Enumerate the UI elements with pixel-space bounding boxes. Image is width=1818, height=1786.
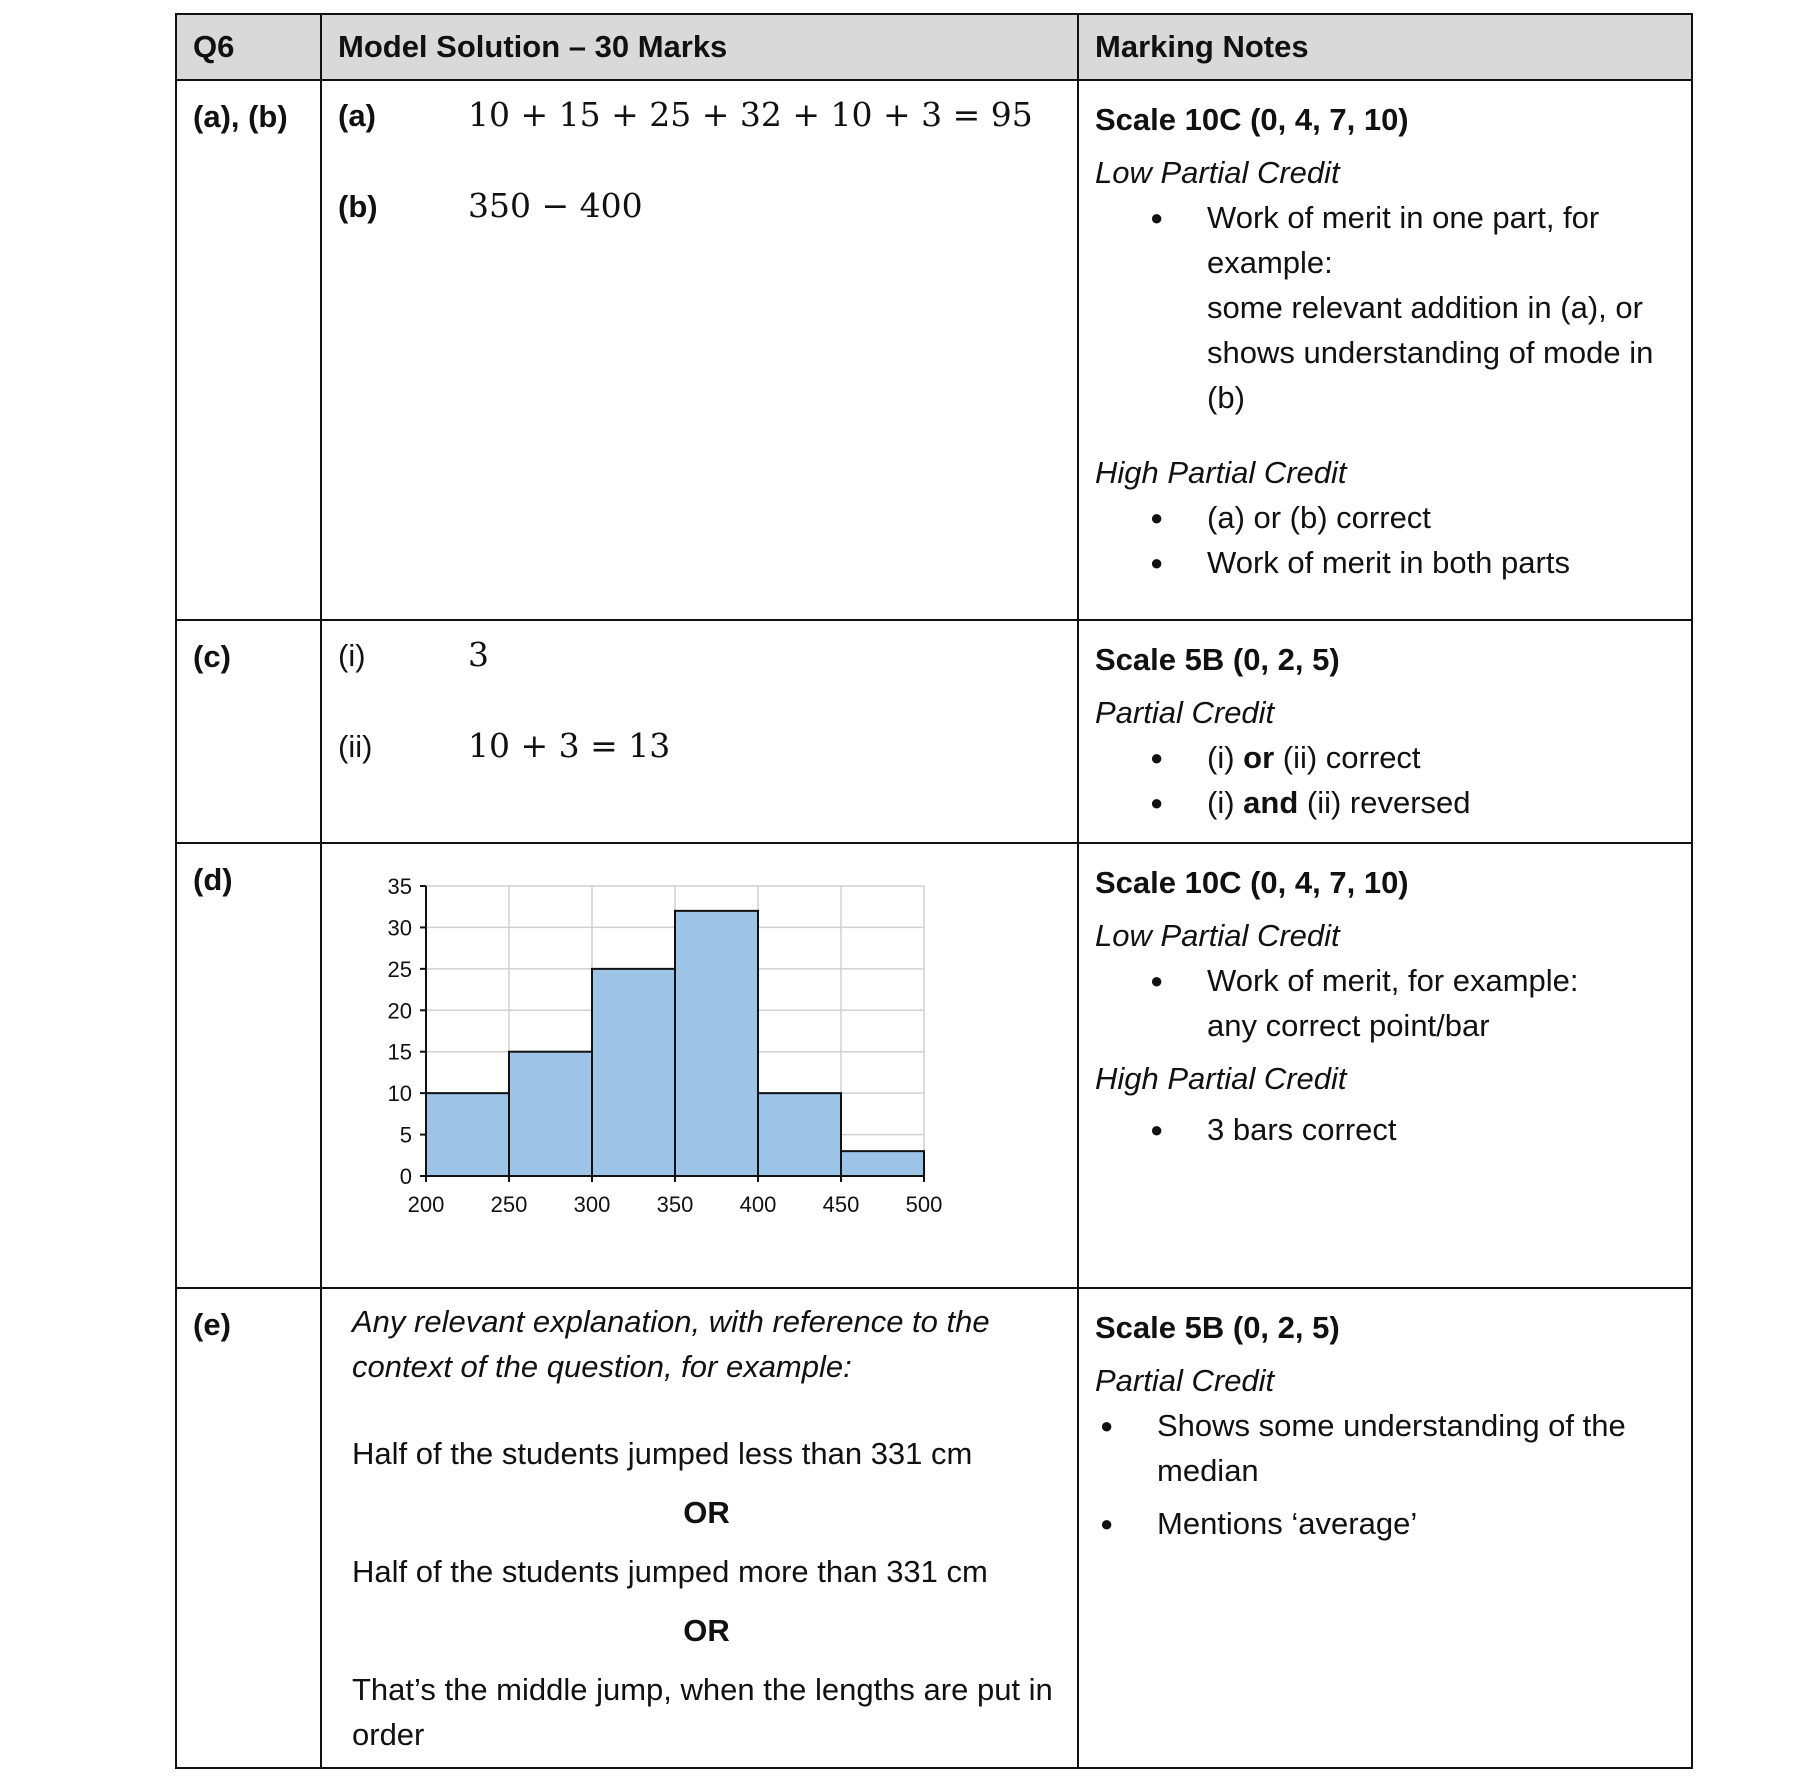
scale-d: Scale 10C (0, 4, 7, 10): [1095, 865, 1409, 900]
solution-a-label: (a): [338, 98, 376, 133]
high-credit-ab-item-1: ● (a) or (b) correct: [1095, 495, 1675, 540]
low-credit-d: Low Partial Credit: [1095, 918, 1340, 953]
notes-d: [1079, 844, 1691, 1152]
partial-credit-c-item-1: ● (i) or (ii) correct: [1095, 735, 1675, 780]
x-tick-label: 200: [407, 1192, 445, 1217]
partial-credit-e: Partial Credit: [1095, 1363, 1275, 1398]
histogram-chart: [352, 844, 1052, 1264]
histogram-bar: [426, 1093, 509, 1176]
x-tick-label: 300: [573, 1192, 611, 1217]
notes-c: [1079, 621, 1691, 825]
x-tick-label: 400: [739, 1192, 777, 1217]
y-tick-label: 30: [387, 915, 412, 941]
notes-e: [1079, 1289, 1691, 1546]
high-credit-ab: High Partial Credit: [1095, 455, 1347, 490]
solution-c-i-value: 3: [468, 635, 489, 674]
header-row: [176, 14, 1692, 80]
low-credit-ab-item: ● Work of merit in one part, for example: some relevant addition in (a), or shows understanding of mode in (b): [1095, 195, 1675, 420]
scale-e: Scale 5B (0, 2, 5): [1095, 1310, 1340, 1345]
marking-scheme-table: [175, 13, 1693, 1769]
x-tick-label: 350: [656, 1192, 694, 1217]
x-tick-label: 500: [905, 1192, 943, 1217]
high-credit-d-item: ● 3 bars correct: [1095, 1107, 1675, 1152]
partial-credit-c: Partial Credit: [1095, 695, 1275, 730]
or-separator-1: OR: [683, 1495, 730, 1530]
solution-c-i: [322, 635, 1077, 674]
header-solution: Model Solution – 30 Marks: [321, 14, 1078, 80]
partial-credit-c-item-2: ● (i) and (ii) reversed: [1095, 780, 1675, 825]
histogram-bar: [758, 1093, 841, 1176]
y-tick-label: 10: [387, 1081, 412, 1107]
high-credit-ab-item-2: ● Work of merit in both parts: [1095, 540, 1675, 585]
or-separator-2: OR: [683, 1613, 730, 1648]
partial-credit-e-item-2: ● Mentions ‘average’: [1095, 1501, 1675, 1546]
row-c: [176, 620, 1692, 843]
explanation-intro: Any relevant explanation, with reference to the context of the question, for example:: [352, 1304, 990, 1384]
solution-b-value: 350 − 400: [468, 186, 643, 225]
row-ab: [176, 80, 1692, 620]
explanation-line-2: Half of the students jumped more than 331 cm: [352, 1554, 988, 1589]
x-tick-label: 450: [822, 1192, 860, 1217]
low-credit-ab: Low Partial Credit: [1095, 155, 1340, 190]
row-d: [176, 843, 1692, 1288]
notes-ab: [1079, 81, 1691, 585]
row-ab-label: (a), (b): [193, 99, 288, 134]
explanation-line-3: That’s the middle jump, when the lengths are put in order: [352, 1672, 1053, 1752]
histogram-bar: [509, 1052, 592, 1176]
scale-ab: Scale 10C (0, 4, 7, 10): [1095, 102, 1409, 137]
high-credit-d: High Partial Credit: [1095, 1061, 1347, 1096]
solution-c-ii: [322, 726, 1077, 765]
solution-a: [322, 95, 1077, 134]
explanation-e: [322, 1289, 1077, 1757]
y-tick-label: 0: [399, 1164, 412, 1189]
scale-c: Scale 5B (0, 2, 5): [1095, 642, 1340, 677]
histogram-bar: [675, 911, 758, 1176]
row-e-label: (e): [193, 1307, 231, 1342]
solution-c-ii-label: (ii): [338, 729, 373, 764]
histogram-bar: [592, 969, 675, 1176]
row-c-label: (c): [193, 639, 231, 674]
y-tick-label: 25: [387, 956, 412, 982]
solution-b: [322, 186, 1077, 225]
solution-a-value: 10 + 15 + 25 + 32 + 10 + 3 = 95: [468, 95, 1033, 134]
x-tick-label: 250: [490, 1192, 528, 1217]
solution-c-ii-value: 10 + 3 = 13: [468, 726, 671, 765]
y-tick-label: 35: [387, 874, 412, 899]
explanation-line-1: Half of the students jumped less than 331 cm: [352, 1436, 973, 1471]
solution-b-label: (b): [338, 189, 378, 224]
header-q: Q6: [176, 14, 321, 80]
y-tick-label: 15: [387, 1039, 412, 1065]
solution-c-i-label: (i): [338, 638, 366, 673]
y-tick-label: 20: [387, 998, 412, 1024]
header-notes: Marking Notes: [1078, 14, 1692, 80]
partial-credit-e-item-1: ● Shows some understanding of the median: [1095, 1403, 1675, 1493]
row-e: [176, 1288, 1692, 1768]
row-d-label: (d): [193, 862, 233, 897]
y-tick-label: 5: [399, 1122, 412, 1148]
low-credit-d-item: ● Work of merit, for example: any correct point/bar: [1095, 958, 1675, 1048]
histogram-bar: [841, 1151, 924, 1176]
